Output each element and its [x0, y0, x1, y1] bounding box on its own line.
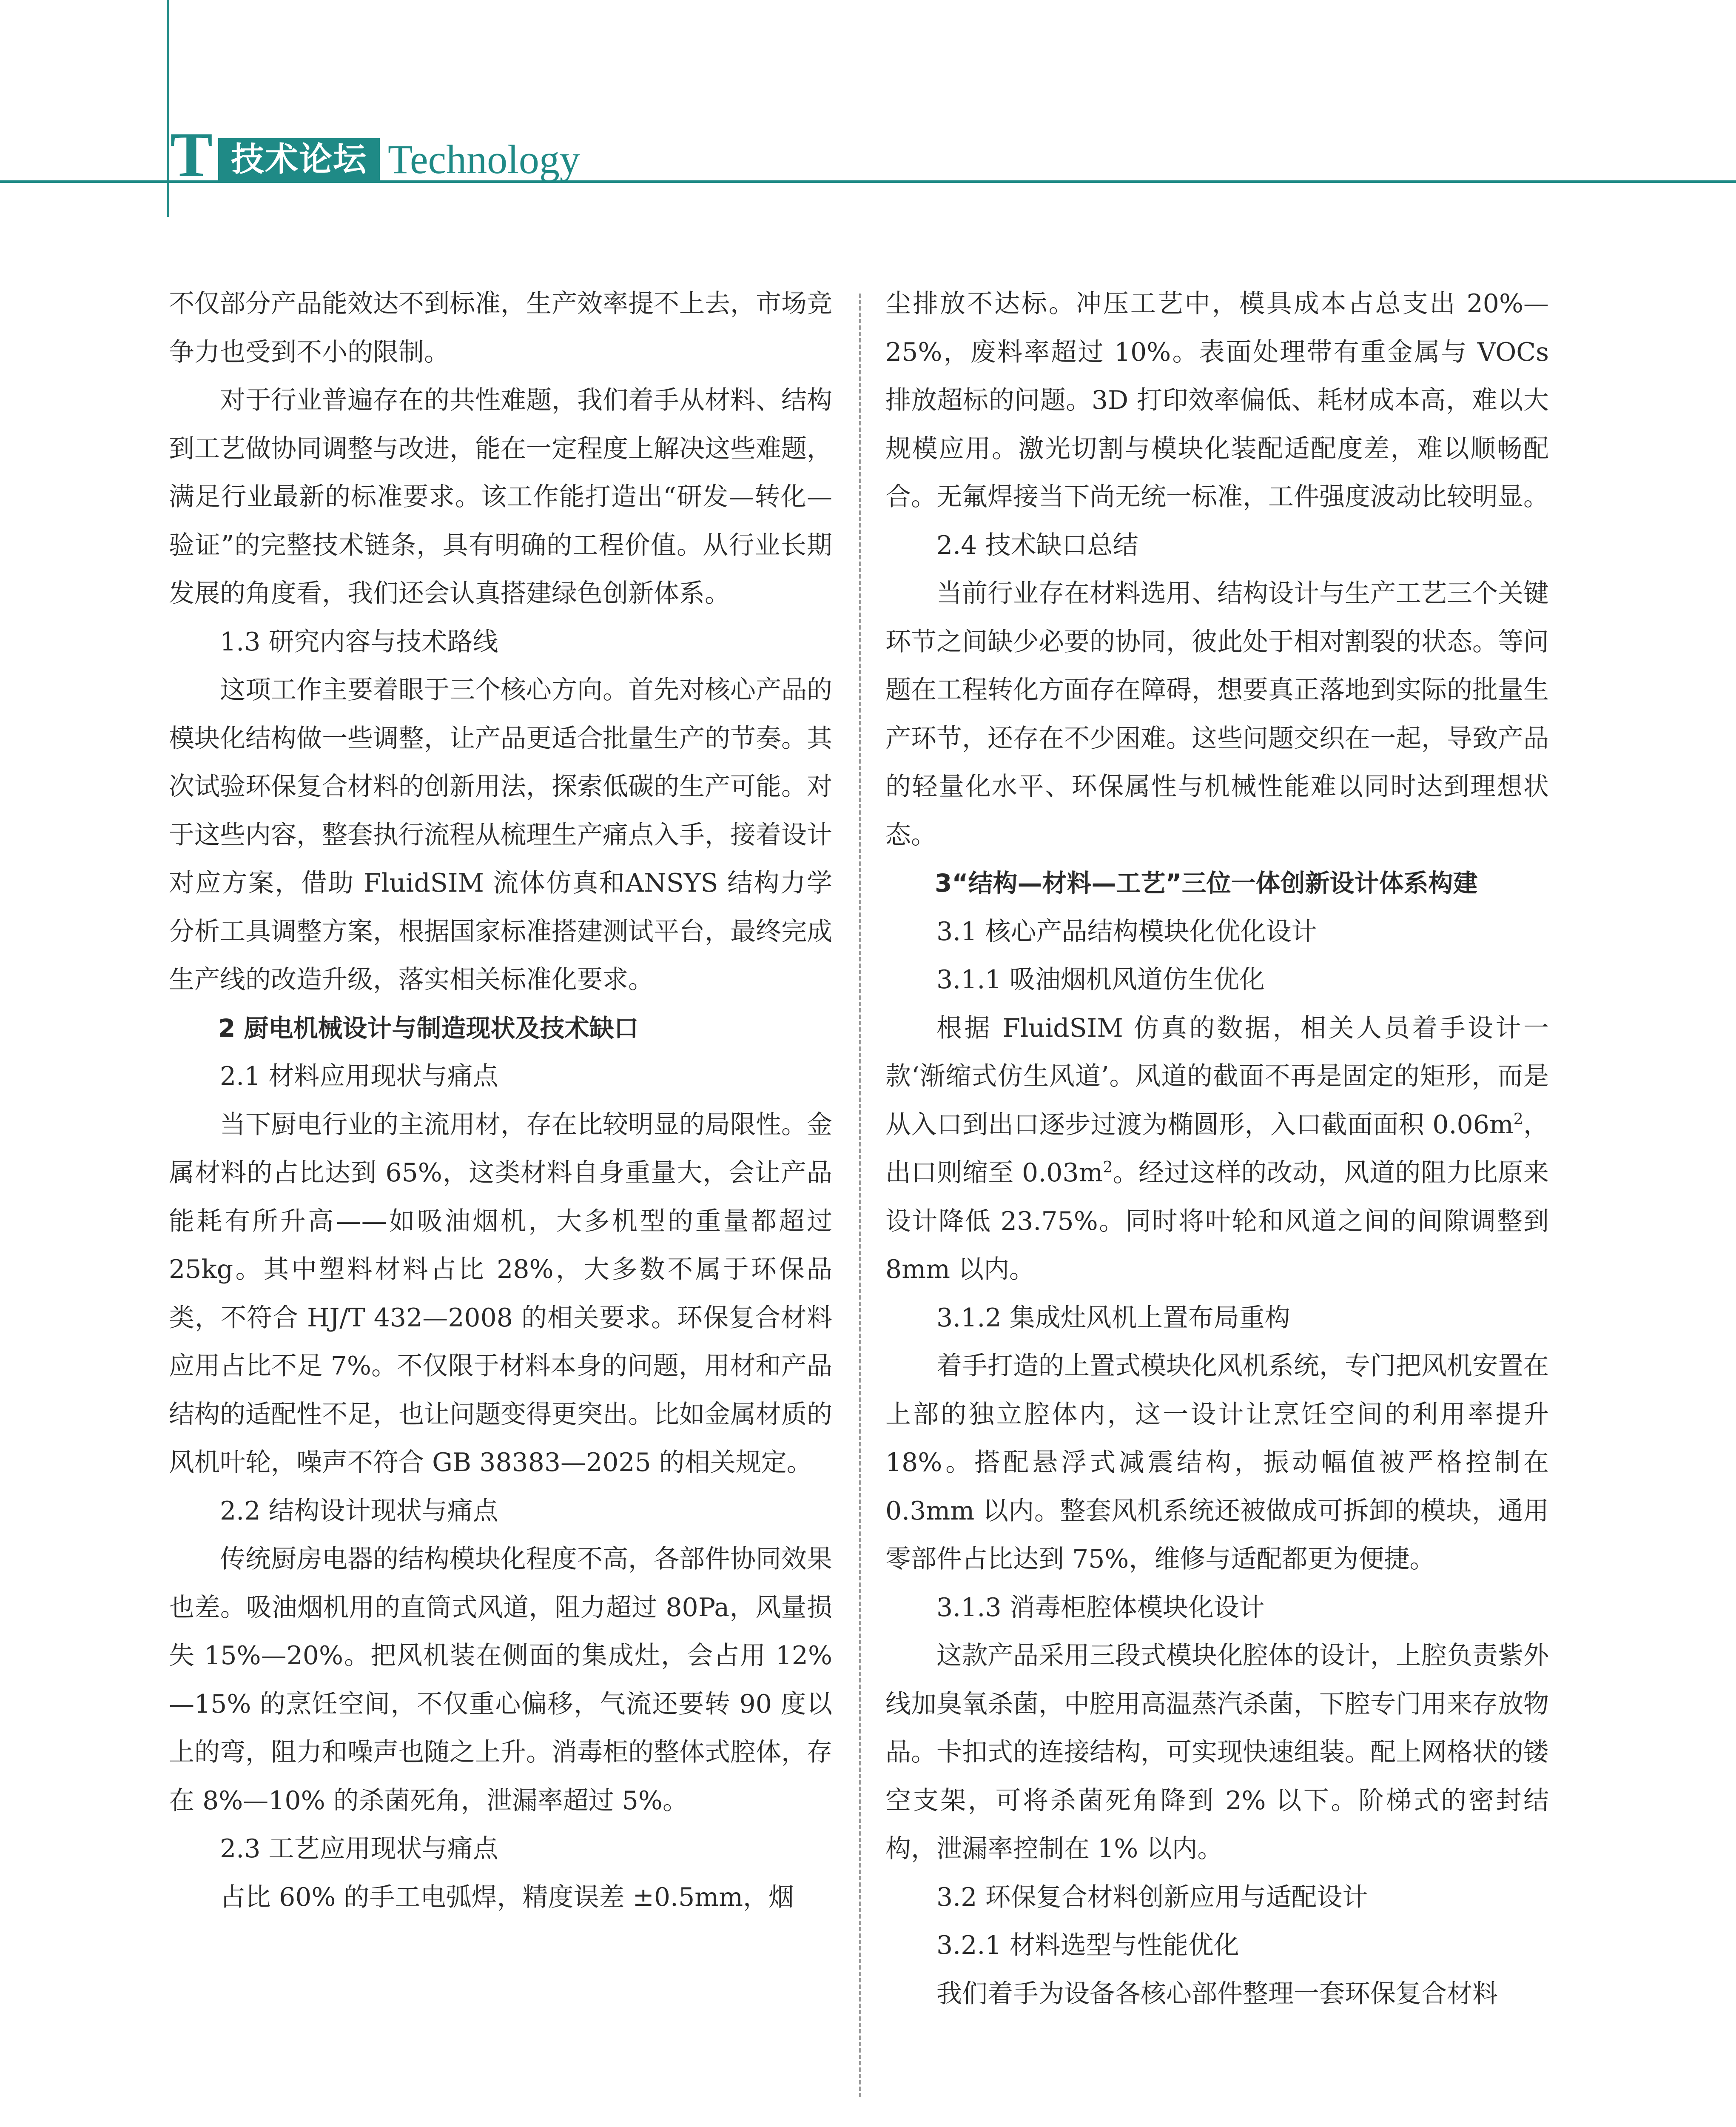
- superscript: 2: [1513, 1110, 1523, 1128]
- section-heading: 3“结构—材料—工艺”三位一体创新设计体系构建: [935, 869, 1478, 898]
- paragraph: 对于行业普遍存在的共性难题，我们着手从材料、结构到工艺做协同调整与改进，能在一定程度上解决这些难题，满足行业最新的标准要求。该工作能打造出“研发—转化—验证”的完整技术链条，具有明确的工程价值。从行业长期发展的角度看，我们还会认真搭建绿色创新体系。: [169, 385, 832, 608]
- section-title-cn: 技术论坛: [218, 138, 380, 181]
- subsection-heading: 3.1 核心产品结构模块化优化设计: [936, 916, 1317, 947]
- subsection-heading: 3.2.1 材料选型与性能优化: [936, 1930, 1239, 1960]
- paragraph: 当下厨电行业的主流用材，存在比较明显的局限性。金属材料的占比达到 65%，这类材料自身重量大，会让产品能耗有所升高——如吸油烟机，大多机型的重量都超过 25kg。其中塑料材料占比 28%，大多数不属于环保品类，不符合 HJ/T 432—2008 的相关要求。环保复合材料应用占比不足 7%。不仅限于材料本身的问题，用材和产品结构的适配性不足，也让问题变得更突出。比如金属材质的风机叶轮，噪声不符合 GB 38383—2025 的相关规定。: [169, 1109, 832, 1477]
- section-logo-letter: T: [170, 120, 213, 190]
- paragraph: 这款产品采用三段式模块化腔体的设计，上腔负责紫外线加臭氧杀菌，中腔用高温蒸汽杀菌，下腔专门用来存放物品。卡扣式的连接结构，可实现快速组装。配上网格状的镂空支架，可将杀菌死角降到 2% 以下。阶梯式的密封结构，泄漏率控制在 1% 以内。: [885, 1641, 1549, 1864]
- subsection-heading: 3.1.2 集成灶风机上置布局重构: [936, 1303, 1290, 1333]
- paragraph-continued: 不仅部分产品能效达不到标准，生产效率提不上去，市场竞争力也受到不小的限制。: [169, 289, 832, 367]
- paragraph: 传统厨房电器的结构模块化程度不高，各部件协同效果也差。吸油烟机用的直筒式风道，阻力超过 80Pa，风量损失 15%—20%。把风机装在侧面的集成灶，会占用 12%—15% 的烹饪空间，不仅重心偏移，气流还要转 90 度以上的弯，阻力和噪声也随之上升。消毒柜的整体式腔体，存在 8%—10% 的杀菌死角，泄漏率超过 5%。: [169, 1544, 832, 1816]
- right-text-column: [885, 280, 1549, 2018]
- text-run: 。经过这样的改动，风道的阻力比原来设计降低 23.75%。同时将叶轮和风道之间的间隙调整到 8mm 以内。: [885, 1158, 1549, 1284]
- section-heading: 2 厨电机械设计与制造现状及技术缺口: [218, 1013, 639, 1043]
- subsection-heading: 3.2 环保复合材料创新应用与适配设计: [936, 1882, 1368, 1912]
- paragraph: 占比 60% 的手工电弧焊，精度误差 ±0.5mm，烟: [220, 1882, 794, 1912]
- section-title-en: Technology: [388, 137, 580, 182]
- subsection-heading: 1.3 研究内容与技术路线: [220, 627, 498, 657]
- subsection-heading: 3.1.3 消毒柜腔体模块化设计: [936, 1592, 1265, 1622]
- column-divider: [859, 294, 861, 2097]
- left-text-column: [169, 280, 832, 1922]
- paragraph-continued: 尘排放不达标。冲压工艺中，模具成本占总支出 20%—25%，废料率超过 10%。表面处理带有重金属与 VOCs 排放超标的问题。3D 打印效率偏低、耗材成本高，难以大规模应用。激光切割与模块化装配适配度差，难以顺畅配合。无氟焊接当下尚无统一标准，工件强度波动比较明显。: [885, 289, 1549, 512]
- subsection-heading: 3.1.1 吸油烟机风道仿生优化: [936, 965, 1265, 995]
- paragraph: [885, 1004, 1549, 1294]
- paragraph: 我们着手为设备各核心部件整理一套环保复合材料: [936, 1979, 1498, 2009]
- text-run: 根据 FluidSIM 仿真的数据，相关人员着手设计一款‘渐缩式仿生风道’。风道的截面不再是固定的矩形，而是从入口到出口逐步过渡为椭圆形，入口截面面积 0.06m: [885, 1013, 1549, 1140]
- subsection-heading: 2.4 技术缺口总结: [936, 530, 1138, 560]
- subsection-heading: 2.1 材料应用现状与痛点: [220, 1061, 498, 1091]
- superscript: 2: [1103, 1159, 1113, 1176]
- paragraph: 着手打造的上置式模块化风机系统，专门把风机安置在上部的独立腔体内，这一设计让烹饪空间的利用率提升 18%。搭配悬浮式减震结构，振动幅值被严格控制在 0.3mm 以内。整套风机系统还被做成可拆卸的模块，通用零部件占比达到 75%，维修与适配都更为便捷。: [885, 1351, 1549, 1574]
- paragraph: 当前行业存在材料选用、结构设计与生产工艺三个关键环节之间缺少必要的协同，彼此处于相对割裂的状态。等问题在工程转化方面存在障碍，想要真正落地到实际的批量生产环节，还存在不少困难。这些问题交织在一起，导致产品的轻量化水平、环保属性与机械性能难以同时达到理想状态。: [885, 579, 1549, 850]
- paragraph: 这项工作主要着眼于三个核心方向。首先对核心产品的模块化结构做一些调整，让产品更适合批量生产的节奏。其次试验环保复合材料的创新用法，探索低碳的生产可能。对于这些内容，整套执行流程从梳理生产痛点入手，接着设计对应方案，借助 FluidSIM 流体仿真和ANSYS 结构力学分析工具调整方案，根据国家标准搭建测试平台，最终完成生产线的改造升级，落实相关标准化要求。: [169, 675, 832, 995]
- header-vertical-rule: [167, 0, 169, 217]
- subsection-heading: 2.2 结构设计现状与痛点: [220, 1496, 498, 1526]
- text-run: ，出口则缩至 0.03m: [885, 1109, 1549, 1188]
- subsection-heading: 2.3 工艺应用现状与痛点: [220, 1834, 498, 1864]
